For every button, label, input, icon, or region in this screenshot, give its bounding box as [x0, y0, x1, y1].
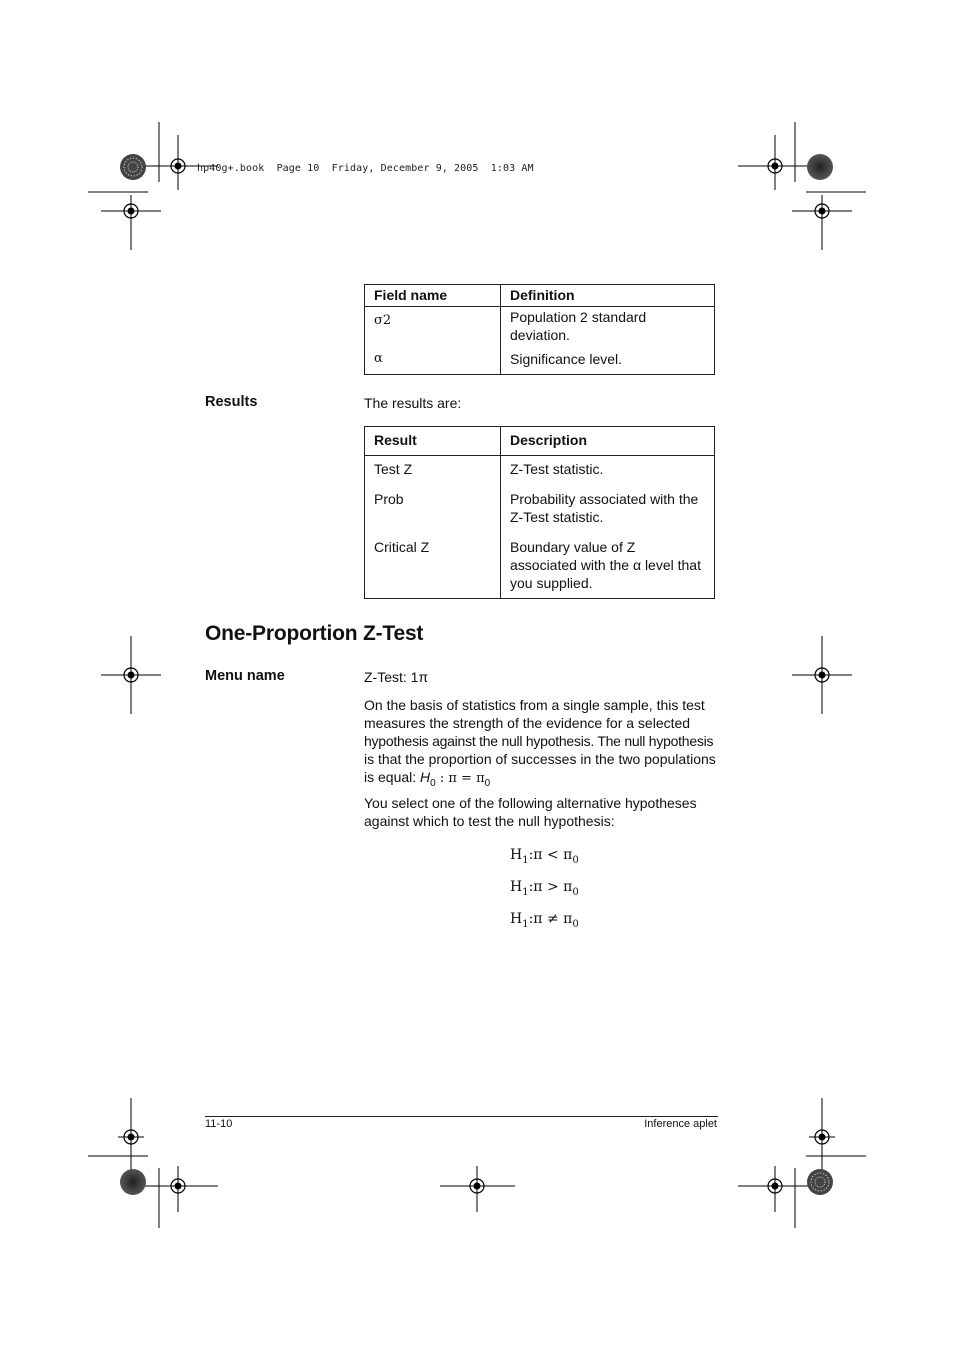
- paragraph-line: is that the proportion of successes in the two populations: [364, 751, 716, 767]
- dot-mark-tr: [807, 154, 833, 180]
- null-hypothesis-formula: $H_0$ : $\pi = \pi_0$: [420, 769, 491, 789]
- column-header-definition: Definition: [501, 285, 715, 307]
- paragraph-line-with-formula: [364, 768, 716, 793]
- field-definition-table: [364, 284, 715, 375]
- page-number: 11-10: [205, 1118, 233, 1130]
- starburst-mark-br: [807, 1169, 833, 1195]
- result-description-line: you supplied.: [510, 575, 593, 591]
- results-intro: The results are:: [364, 395, 462, 411]
- print-header: hp40g+.book Page 10 Friday, December 9, 2005 1:03 AM: [197, 163, 534, 174]
- table-header-row: [365, 285, 715, 307]
- section-title: One-Proportion Z-Test: [205, 622, 424, 645]
- definition-line: deviation.: [510, 327, 570, 343]
- paragraph-line: against which to test the null hypothesis:: [364, 813, 615, 829]
- alternative-hypothesis-less: $H_1:\pi < \pi_0$: [510, 847, 579, 866]
- alternative-hypothesis-greater: $H_1:\pi > \pi_0$: [510, 878, 579, 898]
- results-table: [364, 426, 715, 599]
- table-header-row: [365, 427, 715, 456]
- result-name: Test Z: [374, 461, 413, 477]
- chapter-name: Inference aplet: [644, 1118, 717, 1130]
- field-sigma2: σ2: [374, 313, 392, 328]
- starburst-mark-tl: [120, 154, 146, 180]
- footer-rule: [205, 1116, 718, 1117]
- description-paragraph: [364, 696, 716, 793]
- result-description-line: Z-Test statistic.: [510, 461, 604, 477]
- result-description-line: Probability associated with the: [510, 491, 699, 507]
- result-description-line: Z-Test statistic.: [510, 509, 604, 525]
- field-alpha: α: [374, 351, 383, 366]
- column-header-field-name: Field name: [365, 285, 501, 307]
- table-row: [365, 456, 715, 479]
- menu-name-value: Z-Test: 1π: [364, 669, 429, 685]
- alternative-hypotheses: [510, 842, 579, 937]
- table-row: [365, 307, 715, 345]
- alternative-hypothesis-not-equal: $H_1:\pi \ne \pi_0$: [510, 910, 579, 930]
- result-name: Prob: [374, 491, 404, 507]
- paragraph-line: measures the strength of the evidence for a selected: [364, 715, 691, 731]
- column-header-description: Description: [501, 427, 715, 456]
- paragraph-line-prefix: is equal:: [364, 769, 421, 785]
- paragraph-line: hypothesis against the null hypothesis. The null hypothesis: [364, 733, 714, 749]
- results-heading: Results: [205, 394, 258, 410]
- dot-mark-bl: [120, 1169, 146, 1195]
- result-description-line: associated with the α level that: [510, 557, 701, 573]
- alternatives-intro: [364, 794, 716, 830]
- table-row: [365, 344, 715, 375]
- table-row: [365, 526, 715, 599]
- definition-line: Population 2 standard: [510, 309, 647, 325]
- definition-line: Significance level.: [510, 351, 623, 367]
- result-description-line: Boundary value of Z: [510, 539, 636, 555]
- paragraph-line: You select one of the following alternative hypotheses: [364, 795, 697, 811]
- menu-name-heading: Menu name: [205, 668, 285, 684]
- table-row: [365, 478, 715, 526]
- result-name: Critical Z: [374, 539, 430, 555]
- paragraph-line: On the basis of statistics from a single sample, this test: [364, 697, 705, 713]
- column-header-result: Result: [365, 427, 501, 456]
